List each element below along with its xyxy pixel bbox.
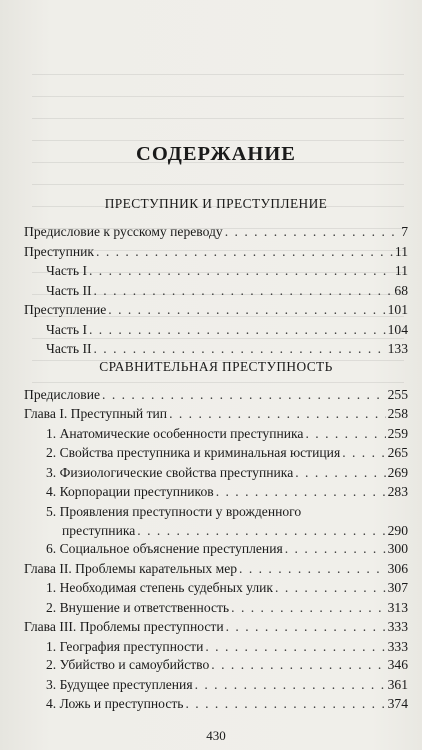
toc-entry: Преступление . . . 101 [24, 300, 408, 320]
toc-entry: 6. Социальное объяснение преступления . . . 300 [24, 539, 408, 559]
toc-entry: 1. Анатомические особенности преступника . . . 259 [24, 424, 408, 444]
page-title: СОДЕРЖАНИЕ [136, 143, 296, 165]
toc-entry: 4. Ложь и преступность . . . 374 [24, 694, 408, 714]
toc-entry: 1. География преступности . . . 333 [24, 637, 408, 657]
toc-entry: Глава I. Преступный тип . . . 258 [24, 404, 408, 424]
toc-entry: преступника . . . 290 [24, 521, 408, 541]
toc-entry: Предисловие . . . 255 [24, 385, 408, 405]
toc-entry: 3. Будущее преступления . . . 361 [24, 675, 408, 695]
toc-entry: 4. Корпорации преступников . . . 283 [24, 482, 408, 502]
toc-entry: Преступник . . . 11 [24, 242, 408, 262]
toc-entry: Часть I . . . 104 [24, 320, 408, 340]
toc-entry: Глава III. Проблемы преступности . . . 333 [24, 617, 408, 637]
toc-entry: Часть II . . . 133 [24, 339, 408, 359]
toc-entry: 2. Внушение и ответственность . . . 313 [24, 598, 408, 618]
toc-entry-wrapped-line: 5. Проявления преступности у врожденного [46, 503, 302, 519]
toc-entry: 1. Необходимая степень судебных улик . . . 307 [24, 578, 408, 598]
toc-entry: Предисловие к русскому переводу . . . 7 [24, 222, 408, 242]
toc-entry: 2. Свойства преступника и криминальная юстиция . . . 265 [24, 443, 408, 463]
toc-entry: Глава II. Проблемы карательных мер . . . 306 [24, 559, 408, 579]
toc-entry: 3. Физиологические свойства преступника . . . 269 [24, 463, 408, 483]
page-number: 430 [206, 728, 226, 743]
section-heading-part1: ПРЕСТУПНИК И ПРЕСТУПЛЕНИЕ [104, 196, 328, 211]
toc-content [24, 0, 408, 750]
toc-entry: 2. Убийство и самоубийство . . . 346 [24, 655, 408, 675]
section-heading-part2: СРАВНИТЕЛЬНАЯ ПРЕСТУПНОСТЬ [99, 358, 333, 374]
toc-entry: Часть I . . . 11 [24, 261, 408, 281]
toc-entry: Часть II . . . 68 [24, 281, 408, 301]
